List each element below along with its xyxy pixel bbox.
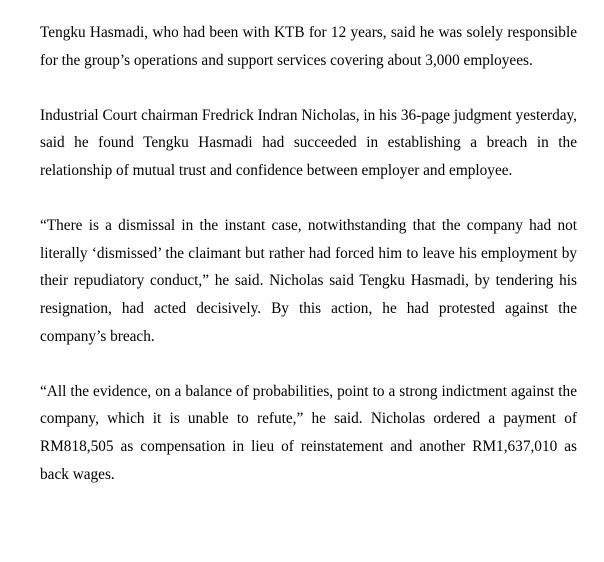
paragraph-2: Industrial Court chairman Fredrick Indran Nicholas, in his 36-page judgment yesterday, said he found Tengku Hasmadi had succeeded in establishing a breach in the relationship of mutual trust and confidence between employer and employee.: [40, 106, 577, 179]
article-body: [40, 19, 577, 488]
paragraph-4: “All the evidence, on a balance of probabilities, point to a strong indictment against the company, which it is unable to refute,” he said. Nicholas ordered a payment of RM818,505 as compensation in lieu of reinstatement and another RM1,637,010 as back wages.: [40, 382, 577, 483]
paragraph-1: Tengku Hasmadi, who had been with KTB for 12 years, said he was solely responsible for the group’s operations and support services covering about 3,000 employees.: [40, 24, 577, 69]
paragraph-3: “There is a dismissal in the instant case, notwithstanding that the company had not literally ‘dismissed’ the claimant but rather had forced him to leave his employment by their repudiatory conduct,” he said. Nicholas said Tengku Hasmadi, by tendering his resignation, had acted decisively. By this action, he had protested against the company’s breach.: [40, 217, 577, 345]
